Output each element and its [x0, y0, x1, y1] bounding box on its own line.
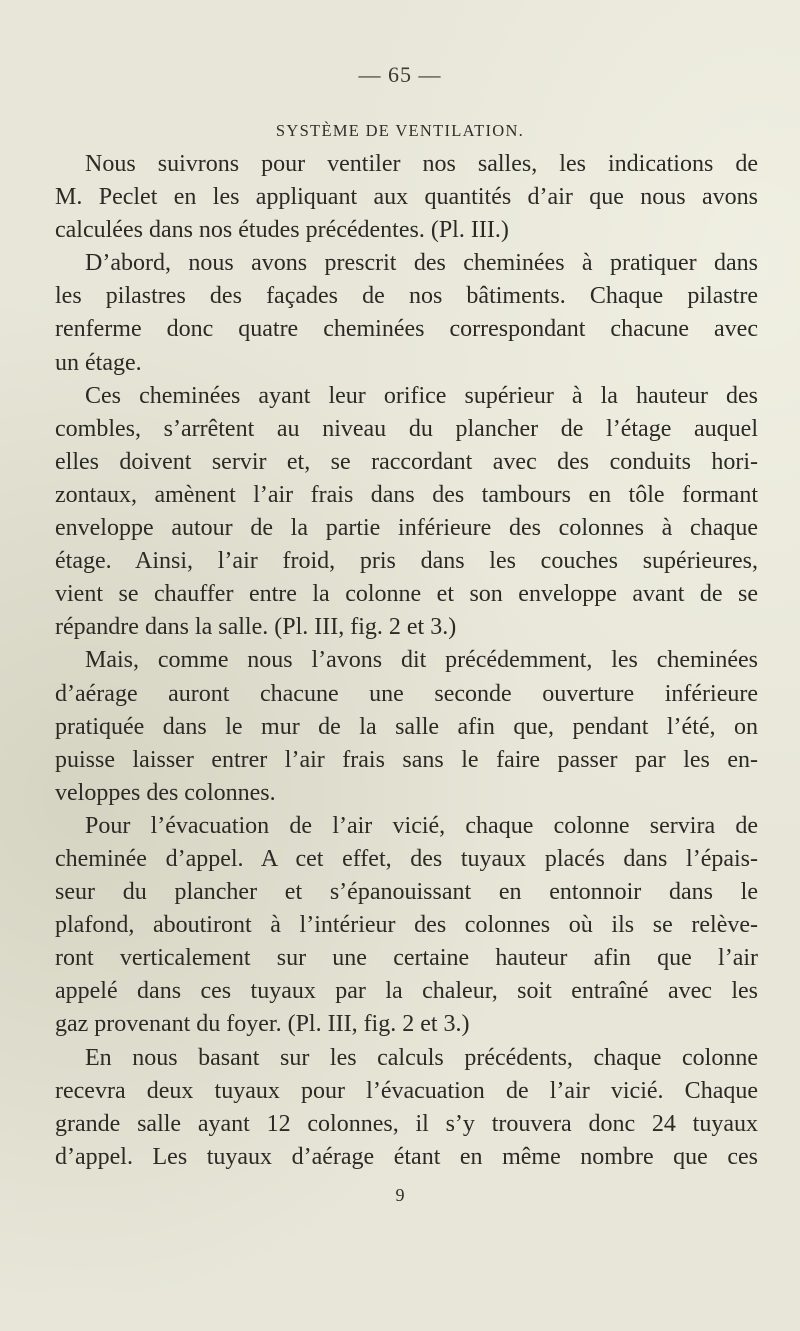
text-line: ront verticalement sur une certaine hauteur afin que l’air	[55, 945, 758, 972]
text-line: enveloppe autour de la partie inférieure des colonnes à chaque	[55, 515, 758, 542]
text-line: veloppes des colonnes.	[55, 779, 276, 806]
text-line: calculées dans nos études précédentes. (Pl. III.)	[55, 217, 509, 244]
text-line: zontaux, amènent l’air frais dans des tambours en tôle formant	[55, 481, 758, 508]
text-line: D’abord, nous avons prescrit des cheminées à pratiquer dans	[85, 250, 758, 277]
text-line: d’appel. Les tuyaux d’aérage étant en même nombre que ces	[55, 1143, 758, 1170]
body-text	[55, 148, 758, 1174]
text-line: un étage.	[55, 349, 142, 376]
text-line: répandre dans la salle. (Pl. III, fig. 2 et 3.)	[55, 614, 457, 641]
text-line: Nous suivrons pour ventiler nos salles, les indications de	[85, 151, 758, 177]
text-line: Mais, comme nous l’avons dit précédemment, les cheminées	[85, 647, 758, 674]
text-line: les pilastres des façades de nos bâtiments. Chaque pilastre	[55, 283, 758, 310]
text-line: appelé dans ces tuyaux par la chaleur, soit entraîné avec les	[55, 978, 758, 1005]
text-line: recevra deux tuyaux pour l’évacuation de l’air vicié. Chaque	[55, 1077, 758, 1104]
text-line: cheminée d’appel. A cet effet, des tuyaux placés dans l’épais-	[55, 845, 758, 872]
text-line: vient se chauffer entre la colonne et son enveloppe avant de se	[55, 581, 758, 608]
text-line: gaz provenant du foyer. (Pl. III, fig. 2 et 3.)	[55, 1011, 470, 1038]
text-line: plafond, aboutiront à l’intérieur des colonnes où ils se relève-	[55, 912, 758, 939]
text-line: Pour l’évacuation de l’air vicié, chaque colonne servira de	[85, 812, 758, 839]
text-line: M. Peclet en les appliquant aux quantités d’air que nous avons	[55, 184, 758, 211]
text-line: renferme donc quatre cheminées correspondant chacune avec	[55, 316, 758, 343]
text-line: En nous basant sur les calculs précédents, chaque colonne	[85, 1044, 758, 1071]
text-line: seur du plancher et s’épanouissant en entonnoir dans le	[55, 879, 758, 906]
text-line: combles, s’arrêtent au niveau du plancher de l’étage auquel	[55, 415, 758, 442]
running-title: SYSTÈME DE VENTILATION.	[275, 121, 525, 140]
text-line: Ces cheminées ayant leur orifice supérieur à la hauteur des	[85, 382, 758, 409]
text-line: elles doivent servir et, se raccordant avec des conduits hori-	[55, 448, 758, 475]
signature-mark: 9	[395, 1185, 405, 1205]
page-number: — 65 —	[358, 62, 442, 87]
text-line: étage. Ainsi, l’air froid, pris dans les couches supérieures,	[55, 548, 758, 575]
text-line: pratiquée dans le mur de la salle afin que, pendant l’été, on	[55, 713, 758, 740]
text-line: grande salle ayant 12 colonnes, il s’y trouvera donc 24 tuyaux	[55, 1110, 758, 1137]
text-line: d’aérage auront chacune une seconde ouverture inférieure	[55, 680, 758, 707]
text-line: puisse laisser entrer l’air frais sans le faire passer par les en-	[55, 746, 758, 773]
